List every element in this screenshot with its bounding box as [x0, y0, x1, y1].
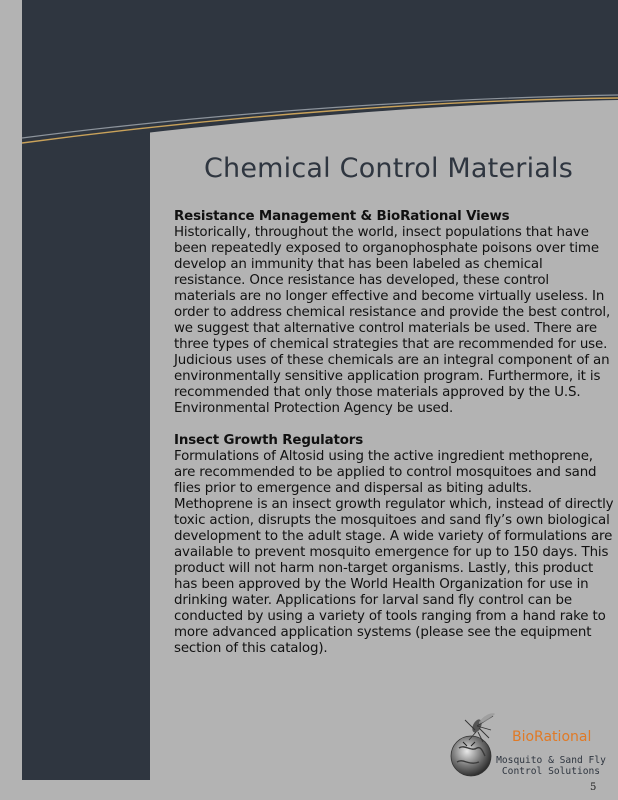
main-content: [174, 209, 614, 657]
brand-name: BioRational: [512, 729, 592, 745]
section-body: Formulations of Altosid using the active ingredient methoprene, are recommended to be applied to control mosquitoes and sand flies prior to emergence and dispersal as biting adults. Methoprene is an insect growth regulator which, instead of directly toxic action, disrupts the mosquitoes and sand fly’s own biological development to the adult stage. A wide variety of formulations are available to prevent mosquito emergence for up to 150 days. This product will not harm non-target organisms. Lastly, this product has been approved by the World Health Organization for use in drinking water. Applications for larval sand fly control can be conducted by using a variety of tools ranging from a hand rake to more advanced application systems (please see the equipment section of this catalog).: [174, 449, 614, 656]
header-banner: [22, 0, 618, 150]
section-heading: Insect Growth Regulators: [174, 433, 364, 448]
section-resistance-management: [174, 209, 614, 417]
section-insect-growth-regulators: [174, 433, 614, 657]
page-title: Chemical Control Materials: [204, 153, 573, 184]
page-number: 5: [590, 782, 597, 793]
section-heading: Resistance Management & BioRational Views: [174, 209, 510, 224]
tagline-line: Control Solutions: [501, 765, 601, 777]
brand-tagline: [496, 756, 606, 777]
tagline-line: Mosquito & Sand Fly: [496, 755, 606, 766]
section-body: Historically, throughout the world, insect populations that have been repeatedly exposed to organophosphate poisons over time develop an immunity that has been labeled as chemical resistance. Once resistance has developed, these control materials are no longer effective and become virtually useless. In order to address chemical resistance and provide the best control, we suggest that alternative control materials be used. There are three types of chemical strategies that are recommended for use. Judicious uses of these chemicals are an integral component of an environmentally sensitive application program. Furthermore, it is recommended that only those materials approved by the U.S. Environmental Protection Agency be used.: [174, 225, 611, 416]
mosquito-globe-icon: [449, 712, 497, 778]
